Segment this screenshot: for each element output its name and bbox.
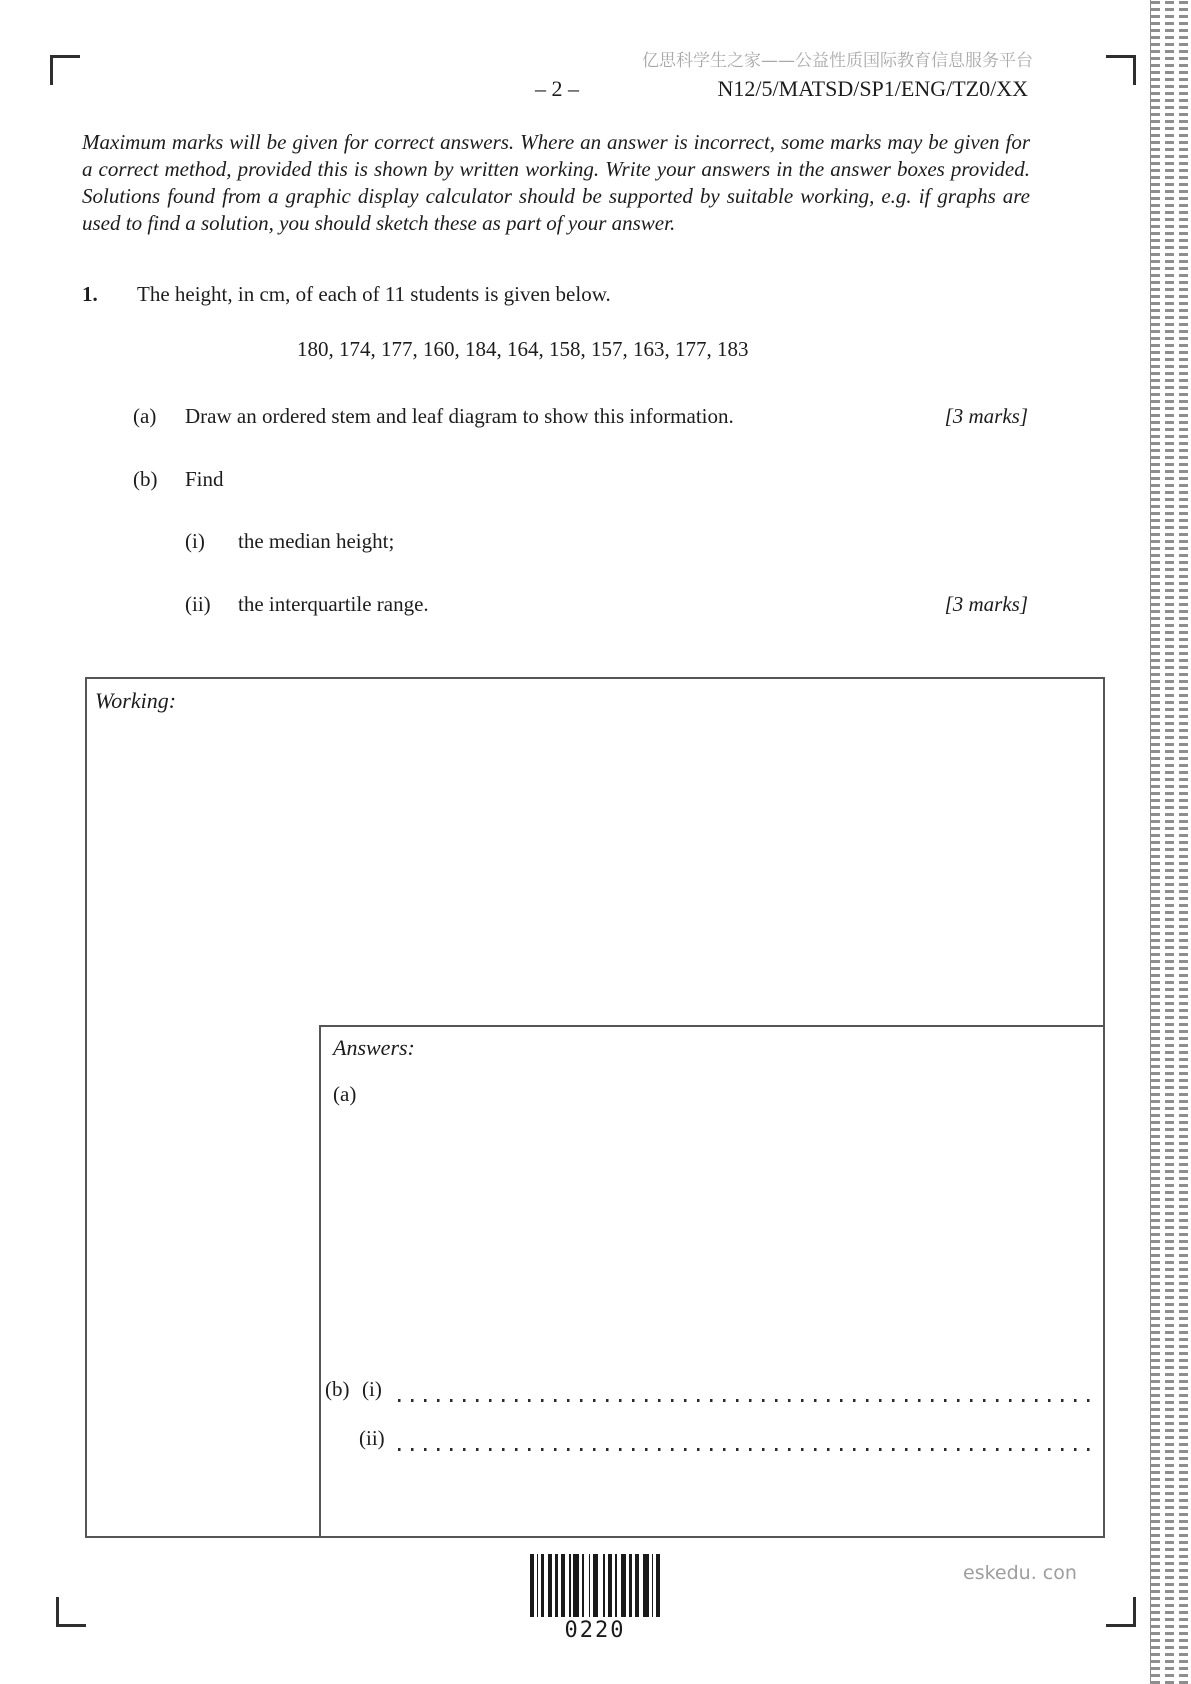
platform-watermark: 亿思科学生之家——公益性质国际教育信息服务平台: [642, 51, 1033, 71]
site-watermark: eskedu. con: [963, 1562, 1077, 1584]
cropmark-bottom-right-icon: [1106, 1597, 1136, 1627]
answer-a-label: (a): [333, 1082, 357, 1106]
answer-b-label: (b): [325, 1377, 350, 1401]
part-a-text: Draw an ordered stem and leaf diagram to show this information.: [185, 404, 734, 428]
question-data-values: 180, 174, 177, 160, 184, 164, 158, 157, 163, 177, 183: [297, 337, 749, 361]
part-a-marks: [3 marks]: [944, 404, 1028, 428]
part-a-label: (a): [133, 404, 157, 428]
part-b-label: (b): [133, 467, 158, 491]
cropmark-top-left-icon: [50, 55, 80, 85]
part-b-i-text: the median height;: [238, 529, 395, 553]
answer-b-i-dotted-line: [398, 1399, 1090, 1402]
page-number: – 2 –: [535, 76, 579, 101]
texture-strip: [1150, 0, 1191, 1684]
part-b-text: Find: [185, 467, 224, 491]
answer-b-i-label: (i): [362, 1377, 382, 1401]
question-text: The height, in cm, of each of 11 students is given below.: [137, 282, 611, 306]
cropmark-top-right-icon: [1106, 55, 1136, 85]
cropmark-bottom-left-icon: [56, 1597, 86, 1627]
barcode: [530, 1554, 660, 1617]
part-b-ii-text: the interquartile range.: [238, 592, 429, 616]
working-label: Working:: [95, 688, 177, 713]
paper-code: N12/5/MATSD/SP1/ENG/TZ0/XX: [717, 76, 1028, 101]
instructions-paragraph: Maximum marks will be given for correct answers. Where an answer is incorrect, some marks may be given for a correct method, provided this is shown by written working. Write your answers in the answer boxes provided. Solutions found from a graphic display calculator should be supported by suitable working, e.g. if graphs are used to find a solution, you should sketch these as part of your answer.: [82, 130, 1030, 235]
question-number: 1.: [82, 282, 98, 306]
part-b-ii-label: (ii): [185, 592, 211, 616]
answer-b-ii-dotted-line: [398, 1448, 1090, 1451]
answer-b-ii-label: (ii): [359, 1426, 385, 1450]
answers-label: Answers:: [333, 1035, 415, 1060]
part-b-ii-marks: [3 marks]: [944, 592, 1028, 616]
answers-box: [319, 1025, 1105, 1538]
part-b-i-label: (i): [185, 529, 205, 553]
barcode-text: 0220: [564, 1618, 626, 1643]
